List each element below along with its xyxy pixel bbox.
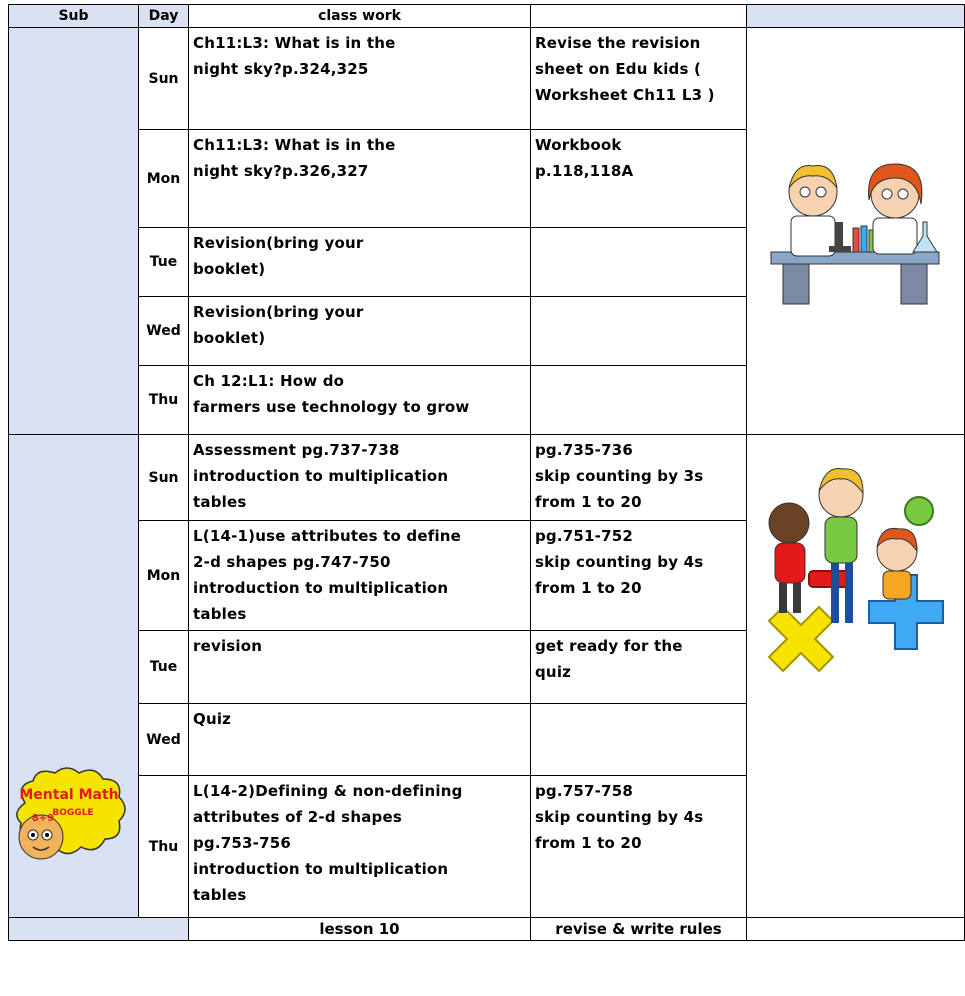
day-cell: Wed [139,704,189,776]
day-cell: Thu [139,776,189,918]
day-cell: Thu [139,366,189,435]
homework-cell [531,704,747,776]
homework-cell: pg.735-736 skip counting by 3s from 1 to 20 [531,435,747,521]
class-work-cell: Ch11:L3: What is in the night sky?p.326,327 [189,130,531,228]
header-class-work: class work [189,5,531,28]
science-picture-cell [747,28,965,435]
svg-text:Mental Math: Mental Math [19,787,119,803]
footer-homework: revise & write rules [531,918,747,941]
day-cell: Mon [139,130,189,228]
svg-text:8+9: 8+9 [31,813,55,824]
footer-row [9,918,965,941]
header-row [9,5,965,28]
footer-extra [747,918,965,941]
header-homework [531,5,747,28]
homework-cell [531,366,747,435]
homework-cell: pg.757-758 skip counting by 4s from 1 to 20 [531,776,747,918]
science-subject-cell [9,28,139,435]
header-extra [747,5,965,28]
math-kids-symbols-icon [749,451,959,691]
math-row-sun [9,435,965,521]
class-work-cell: L(14-1)use attributes to define 2-d shapes pg.747-750 introduction to multiplication tables [189,521,531,631]
svg-text:BOGGLE: BOGGLE [52,808,94,818]
math-picture-cell [747,435,965,918]
day-cell: Sun [139,28,189,130]
day-cell: Wed [139,297,189,366]
weekly-plan-sheet [8,4,965,941]
class-work-cell: Assessment pg.737-738 introduction to multiplication tables [189,435,531,521]
class-work-cell: Quiz [189,704,531,776]
homework-cell: Revise the revision sheet on Edu kids ( Worksheet Ch11 L3 ) [531,28,747,130]
day-cell: Tue [139,631,189,704]
mental-math-head-icon [11,763,133,871]
homework-cell: pg.751-752 skip counting by 4s from 1 to 20 [531,521,747,631]
class-work-cell: L(14-2)Defining & non-defining attributes of 2-d shapes pg.753-756 introduction to multiplication tables [189,776,531,918]
math-subject-cell [9,435,139,918]
homework-cell: Workbook p.118,118A [531,130,747,228]
science-row-sun [9,28,965,130]
day-cell: Tue [139,228,189,297]
homework-cell: get ready for the quiz [531,631,747,704]
weekly-plan-table [8,4,965,941]
class-work-cell: Revision(bring your booklet) [189,228,531,297]
homework-cell [531,297,747,366]
header-sub: Sub [9,5,139,28]
day-cell: Sun [139,435,189,521]
class-work-cell: revision [189,631,531,704]
homework-cell [531,228,747,297]
footer-class-work: lesson 10 [189,918,531,941]
header-day: Day [139,5,189,28]
footer-sub [9,918,189,941]
day-cell: Mon [139,521,189,631]
class-work-cell: Ch 12:L1: How do farmers use technology to grow [189,366,531,435]
class-work-cell: Revision(bring your booklet) [189,297,531,366]
scientists-lab-icon [761,152,949,312]
class-work-cell: Ch11:L3: What is in the night sky?p.324,325 [189,28,531,130]
